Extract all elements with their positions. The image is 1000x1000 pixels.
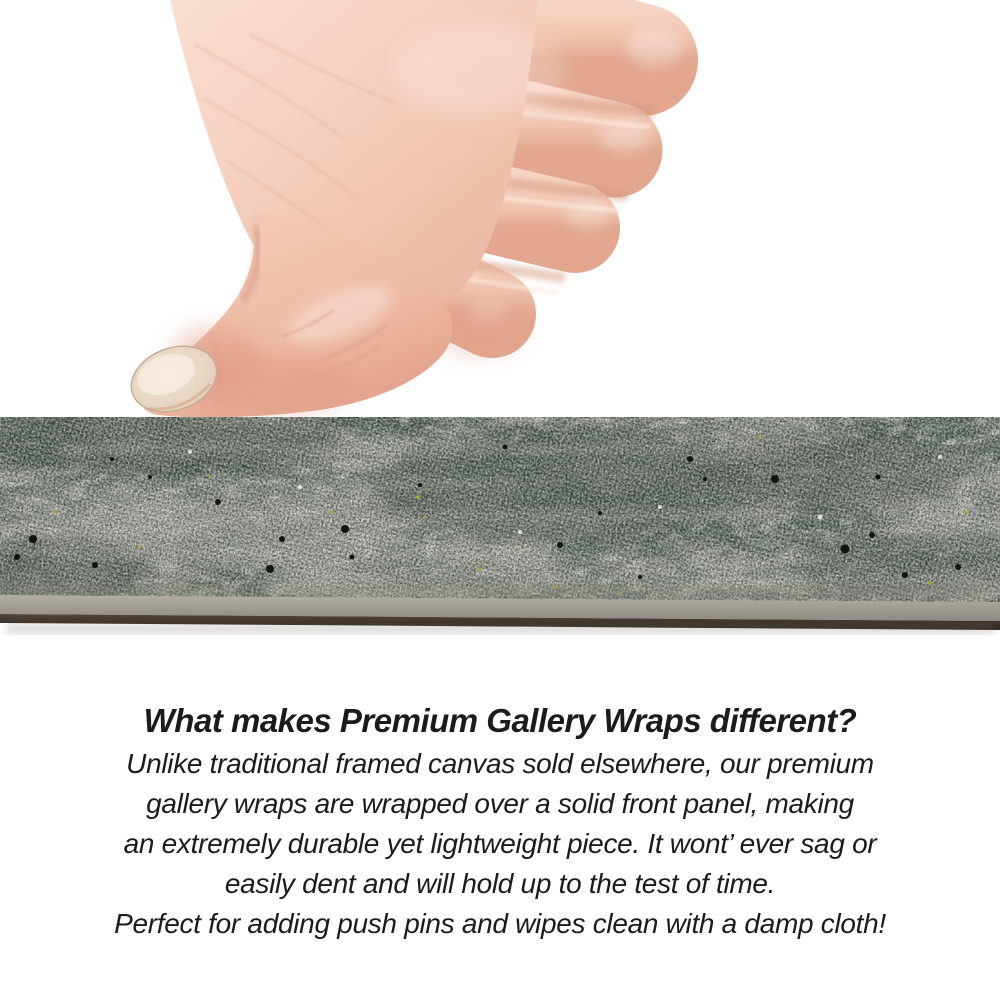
- caption-line-4: easily dent and will hold up to the test of time.: [224, 868, 776, 899]
- caption-line-5: Perfect for adding push pins and wipes clean with a damp cloth!: [114, 908, 886, 939]
- caption-line-3: an extremely durable yet lightweight piece. It wont’ ever sag or: [123, 828, 877, 859]
- canvas-texture: [0, 417, 1000, 603]
- caption-block: [0, 698, 1000, 944]
- panel-drop-shadow: [6, 625, 994, 633]
- canvas-edge-photo: [0, 417, 1000, 649]
- caption-line-2: gallery wraps are wrapped over a solid front panel, making: [146, 788, 854, 819]
- canvas-edge-art: [0, 417, 1000, 649]
- hand-pressing-photo: [0, 0, 1000, 430]
- caption-line-1: Unlike traditional framed canvas sold elsewhere, our premium: [126, 748, 874, 779]
- caption-heading: What makes Premium Gallery Wraps different?: [143, 702, 857, 739]
- panel-edge: [0, 585, 1000, 633]
